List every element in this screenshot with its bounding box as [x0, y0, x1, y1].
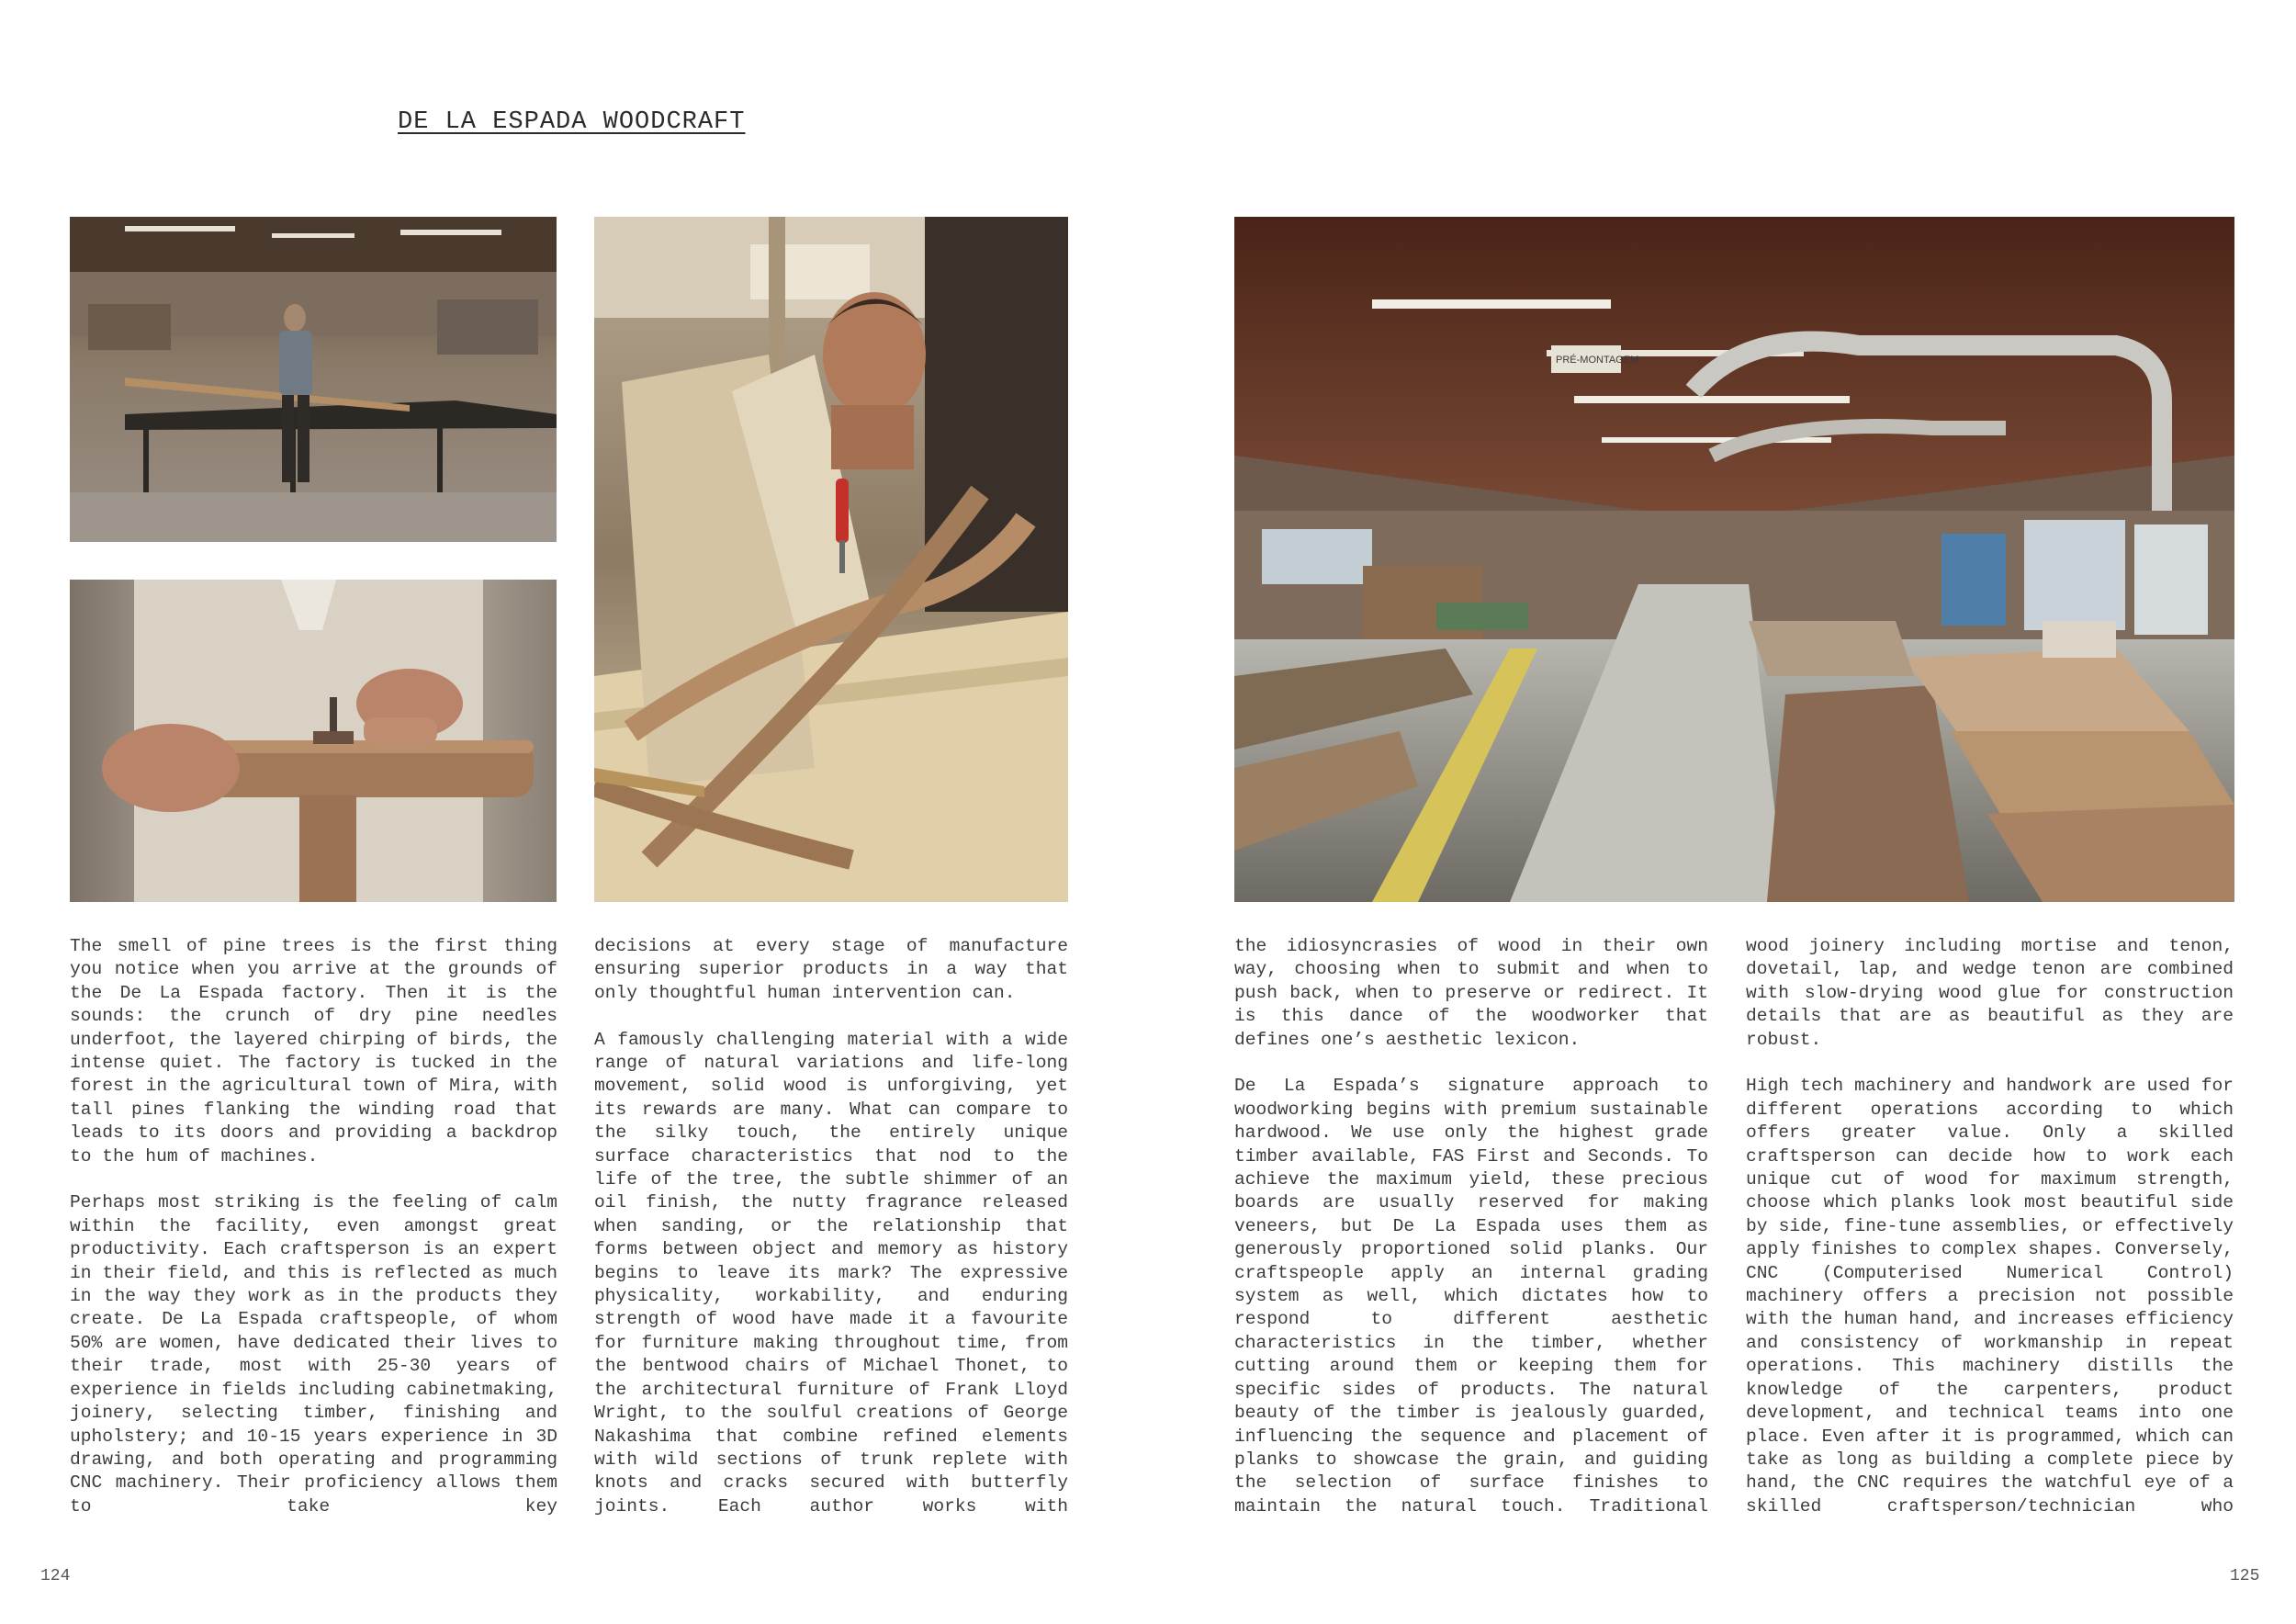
paragraph: wood joinery including mortise and tenon, dovetail, lap, and wedge tenon are combined with slow-drying wood glue for construction details that are as beautiful as they are robust.: [1746, 936, 2234, 1050]
paragraph: The smell of pine trees is the first thing you notice when you arrive at the grounds of the De La Espada factory. Then it is the sounds: the crunch of dry pine needles underfoot, the layered chirping of birds, the intense quiet. The factory is tucked in the forest in the agricultural town of Mira, with tall pines flanking the winding road that leads to its doors and providing a backdrop to the hum of machines.: [70, 936, 557, 1167]
paragraph: High tech machinery and handwork are used for different operations according to which offers greater value. Only a skilled craftsperson can decide how to work each unique cut of wood for maximum strength, choose which planks look most beautiful side by side, fine-tune assemblies, or effectively apply finishes to complex shapes. Conversely, CNC (Computerised Numerical Control) machinery offers a precision not possible with the human hand, and increases efficiency and consistency of workmanship in repeat operations. This machinery distills the knowledge of the carpenters, product development, and technical teams into one place. Even after it is programmed, which can take as long as building a complete piece by hand, the CNC requires the watchful eye of a skilled craftsperson/technician who: [1746, 1076, 2234, 1517]
paragraph: A famously challenging material with a wide range of natural variations and life-long movement, solid wood is unforgiving, yet its rewards are many. What can compare to the silky touch, the entirely unique surface characteristics that nod to the life of the tree, the subtle shimmer of an oil finish, the nutty fragrance released when sanding, or the relationship that forms between object and memory as history begins to leave its mark? The expressive physicality, workability, and enduring strength of wood have made it a favourite for furniture making throughout time, from the bentwood chairs of Michael Thonet, to the architectural furniture of Frank Lloyd Wright, to the soulful creations of George Nakashima that combine refined elements with wild sections of trunk replete with knots and cracks secured with butterfly joints. Each author works with: [594, 1029, 1068, 1517]
paragraph: De La Espada’s signature approach to woodworking begins with premium sustainable hardwood. We use only the highest grade timber available, FAS First and Seconds. To achieve the maximum yield, these precious boards are usually reserved for making veneers, but De La Espada uses them as generously proportioned solid planks. Our craftspeople apply an internal grading system as well, which dictates how to respond to different aesthetic characteristics in the timber, whether cutting around them or keeping them for specific sides of products. The natural beauty of the timber is jealously guarded, influencing the sequence and placement of planks to showcase the grain, and guiding the selection of surface finishes to maintain the natural touch. Traditional: [1234, 1076, 1708, 1517]
text-column-3: [1234, 935, 1708, 1518]
chair-carving-photo: [594, 217, 1068, 902]
text-column-1: [70, 935, 557, 1518]
text-column-2: [594, 935, 1068, 1518]
factory-hall-photo: [1234, 217, 2234, 902]
pre-montagem-sign: PRÉ-MONTAGEM: [1556, 355, 1639, 366]
paragraph: the idiosyncrasies of wood in their own way, choosing when to submit and when to push back, when to preserve or redirect. It is this dance of the woodworker that defines one’s aesthetic lexicon.: [1234, 936, 1708, 1050]
article-title: DE LA ESPADA WOODCRAFT: [398, 108, 746, 136]
factory-floor-photo: [70, 217, 557, 542]
hands-joint-photo: [70, 580, 557, 902]
page-number-left: 124: [40, 1567, 71, 1585]
paragraph: Perhaps most striking is the feeling of calm within the facility, even amongst great productivity. Each craftsperson is an expert in their field, and this is reflected as much in the way they work as in the products they create. De La Espada craftspeople, of whom 50% are women, have dedicated their lives to their trade, most with 25-30 years of experience in fields including cabinetmaking, joinery, selecting timber, finishing and upholstery; and 10-15 years experience in 3D drawing, and both operating and programming CNC machinery. Their proficiency allows them to take key: [70, 1192, 557, 1517]
paragraph: decisions at every stage of manufacture ensuring superior products in a way that only thoughtful human intervention can.: [594, 936, 1068, 1003]
text-column-4: [1746, 935, 2234, 1518]
page-number-right: 125: [2230, 1567, 2260, 1585]
